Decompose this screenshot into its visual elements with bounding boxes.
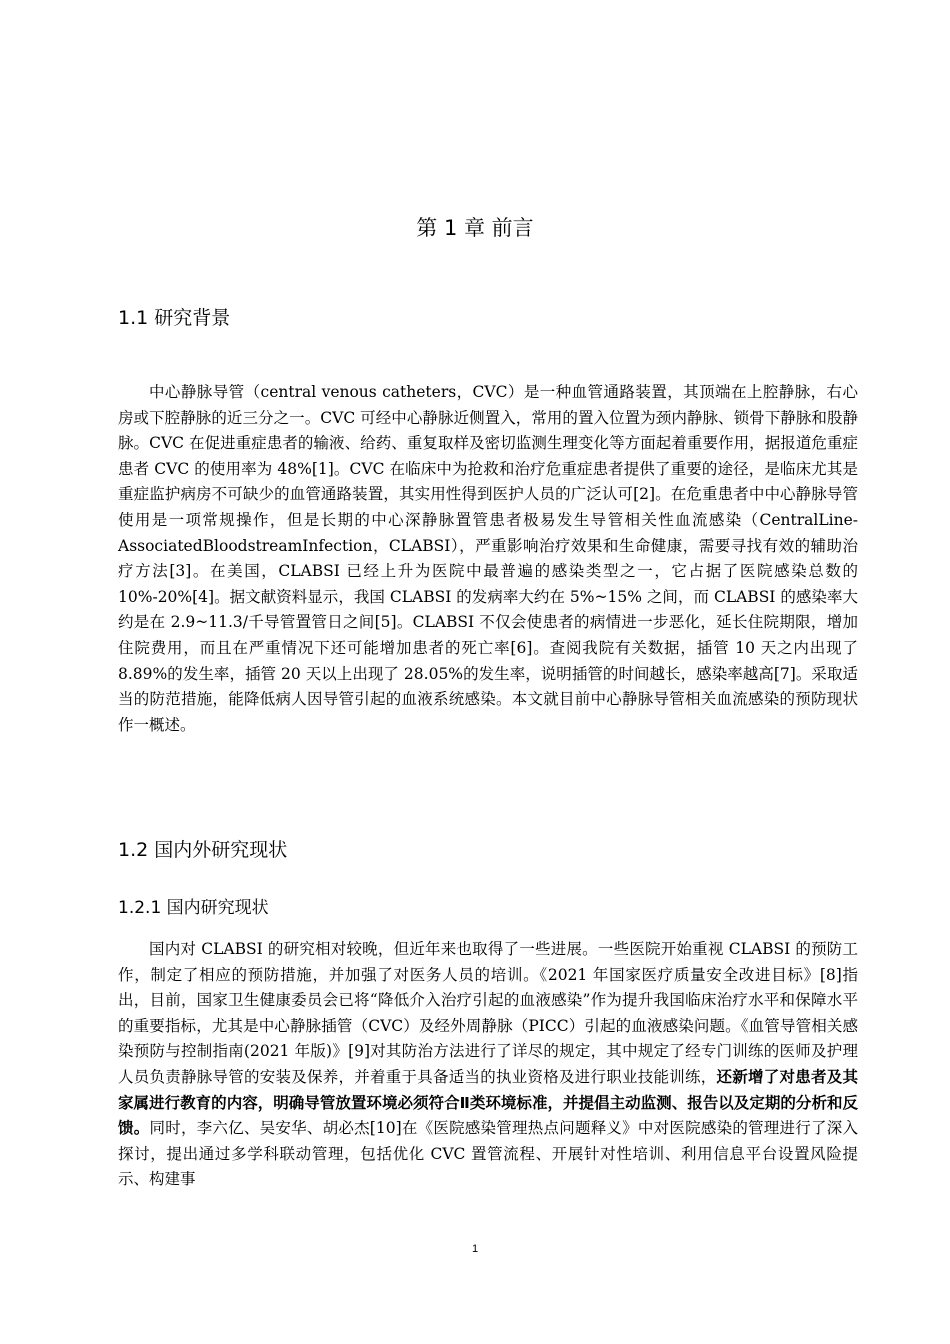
paragraph-domestic-research	[118, 937, 858, 1193]
section-heading-research-background: 1.1 研究背景	[118, 307, 231, 329]
page-number: 1	[471, 1243, 479, 1255]
paragraph-domestic-research-bold: 还新增了对患者及其家属进行教育的内容，明确导管放置环境必须符合Ⅱ类环境标准，并提倡主动监测、报告以及定期的分析和反馈。	[118, 1067, 858, 1138]
subsection-heading-domestic-research: 1.2.1 国内研究现状	[118, 898, 269, 918]
section-heading-research-status: 1.2 国内外研究现状	[118, 839, 288, 861]
paragraph-research-background: 中心静脉导管（central venous catheters，CVC）是一种血管通路装置，其顶端在上腔静脉，右心房或下腔静脉的近三分之一。CVC 可经中心静脉近侧置入，常用的置入位置为颈内静脉、锁骨下静脉和股静脉。CVC 在促进重症患者的输液、给药、重复取样及密切监测生理变化等方面起着重要作用，据报道危重症患者 CVC 的使用率为 48%[1]。CVC 在临床中为抢救和治疗危重症患者提供了重要的途径，是临床尤其是重症监护病房不可缺少的血管通路装置，其实用性得到医护人员的广泛认可[2]。在危重患者中中心静脉导管使用是一项常规操作，但是长期的中心深静脉置管患者极易发生导管相关性血流感染（CentralLine-AssociatedBloodstreamInfection，CLABSI），严重影响治疗效果和生命健康，需要寻找有效的辅助治疗方法[3]。在美国，CLABSI 已经上升为医院中最普遍的感染类型之一，它占据了医院感染总数的 10%-20%[4]。据文献资料显示，我国 CLABSI 的发病率大约在 5%~15% 之间，而 CLABSI 的感染率大约是在 2.9~11.3/千导管置管日之间[5]。CLABSI 不仅会使患者的病情进一步恶化，延长住院期限，增加住院费用，而且在严重情况下还可能增加患者的死亡率[6]。查阅我院有关数据，插管 10 天之内出现了 8.89%的发生率，插管 20 天以上出现了 28.05%的发生率，说明插管的时间越长，感染率越高[7]。采取适当的防范措施，能降低病人因导管引起的血液系统感染。本文就目前中心静脉导管相关血流感染的预防现状作一概述。	[118, 383, 858, 734]
paragraph-domestic-research-part1: 国内对 CLABSI 的研究相对较晚，但近年来也取得了一些进展。一些医院开始重视 CLABSI 的预防工作，制定了相应的预防措施，并加强了对医务人员的培训。《2021 年国家医疗质量安全改进目标》[8]指出，目前，国家卫生健康委员会已将“降低介入治疗引起的血液感染”作为提升我国临床治疗水平和保障水平的重要指标，尤其是中心静脉插管（CVC）及经外周静脉（PICC）引起的血液感染问题。《血管导管相关感染预防与控制指南(2021 年版)》[9]对其防治方法进行了详尽的规定，其中规定了经专门训练的医师及护理人员负责静脉导管的安装及保养，并着重于具备适当的执业资格及进行职业技能训练，	[118, 940, 858, 1086]
chapter-title: 第 1 章 前言	[416, 216, 534, 240]
paragraph-domestic-research-part2: 同时，李六亿、吴安华、胡必杰[10]在《医院感染管理热点问题释义》中对医院感染的管理进行了深入探讨，提出通过多学科联动管理，包括优化 CVC 置管流程、开展针对性培训、利用信息平台设置风险提示、构建事	[118, 1119, 858, 1189]
